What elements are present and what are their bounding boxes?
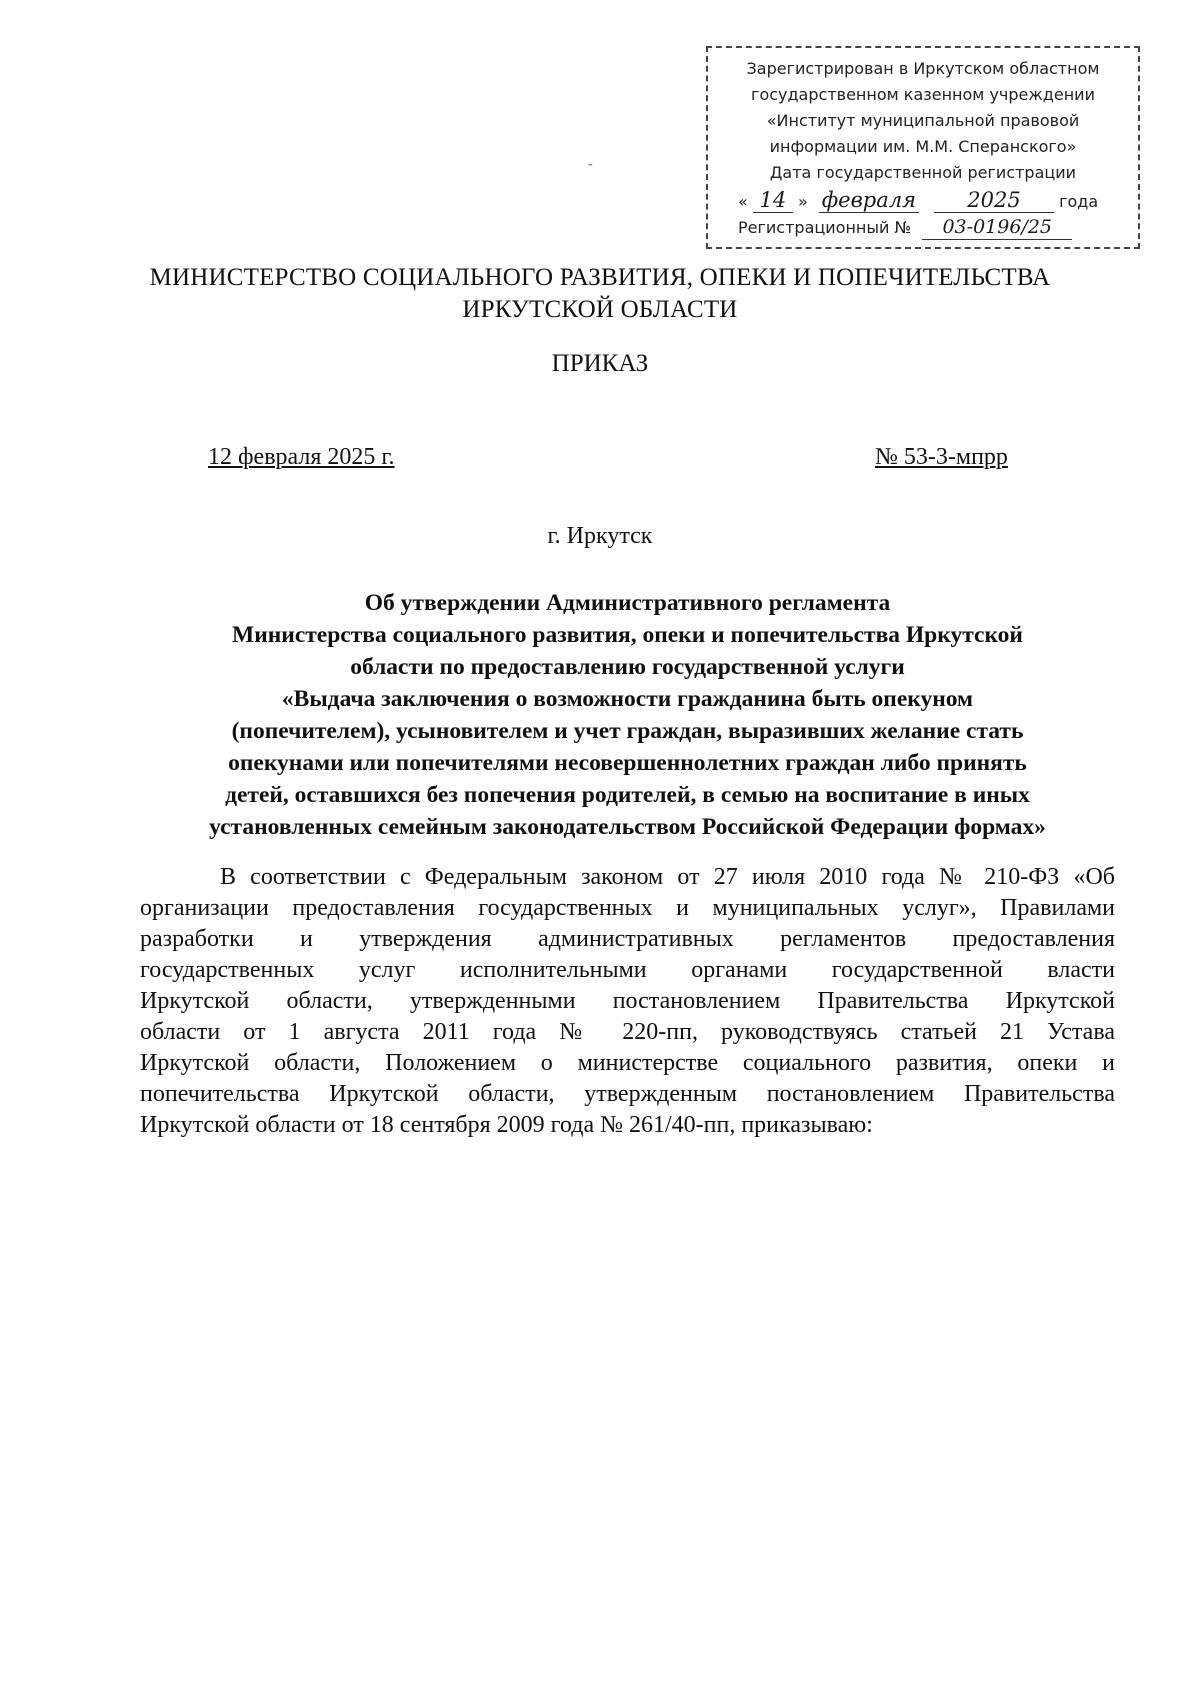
ministry-name xyxy=(0,262,1200,326)
stamp-close-quote: » xyxy=(797,192,808,211)
ministry-line: ИРКУТСКОЙ ОБЛАСТИ xyxy=(462,296,738,323)
stamp-line: Дата государственной регистрации xyxy=(769,163,1077,182)
body-line: организации предоставления государственных и муниципальных услуг», Правилами xyxy=(140,895,1115,921)
ministry-line: МИНИСТЕРСТВО СОЦИАЛЬНОГО РАЗВИТИЯ, ОПЕКИ И ПОПЕЧИТЕЛЬСТВА xyxy=(149,264,1051,291)
document-type: ПРИКАЗ xyxy=(551,350,649,377)
stamp-date-day: 14 xyxy=(753,188,793,213)
stamp-reg-row xyxy=(708,215,1138,241)
stamp-date-month: февраля xyxy=(819,188,919,213)
title-line: «Выдача заключения о возможности гражданина быть опекуном xyxy=(281,686,974,712)
title-line: опекунами или попечителями несовершеннолетних граждан либо принять xyxy=(228,750,1027,776)
stamp-reg-number: 03-0196/25 xyxy=(922,215,1072,240)
body-line: Иркутской области, утвержденными постановлением Правительства Иркутской xyxy=(140,988,1115,1014)
order-date: 12 февраля 2025 г. xyxy=(208,444,395,470)
stamp-date-suffix: года xyxy=(1059,192,1099,211)
title-line: детей, оставшихся без попечения родителей, в семью на воспитание в иных xyxy=(225,782,1030,808)
stamp-line: информации им. М.М. Сперанского» xyxy=(769,137,1077,156)
stamp-line: Зарегистрирован в Иркутском областном xyxy=(746,59,1100,78)
title-line: области по предоставлению государственной услуги xyxy=(350,654,905,680)
title-line: установленных семейным законодательством Российской Федерации формах» xyxy=(209,814,1046,840)
stamp-line: государственном казенном учреждении xyxy=(751,85,1095,104)
stamp-reg-label: Регистрационный № xyxy=(738,218,912,237)
body-line: Иркутской области от 18 сентября 2009 года № 261/40-пп, приказываю: xyxy=(140,1112,873,1138)
stamp-line: «Институт муниципальной правовой xyxy=(766,111,1080,130)
title-line: Об утверждении Административного регламента xyxy=(364,590,891,616)
stamp-date-row xyxy=(708,188,1138,215)
body-line: государственных услуг исполнительными органами государственной власти xyxy=(140,957,1115,983)
document-title xyxy=(140,587,1115,843)
body-line: попечительства Иркутской области, утвержденным постановлением Правительства xyxy=(140,1081,1115,1107)
stamp-date-year: 2025 xyxy=(934,188,1054,213)
scan-mark: ˘ xyxy=(588,162,593,177)
city: г. Иркутск xyxy=(547,523,653,549)
body-line: Иркутской области, Положением о министерстве социального развития, опеки и xyxy=(140,1050,1115,1076)
body-line: разработки и утверждения административных регламентов предоставления xyxy=(140,926,1115,952)
title-line: (попечителем), усыновителем и учет граждан, выразивших желание стать xyxy=(231,718,1024,744)
body-paragraph xyxy=(140,862,1115,1141)
stamp-open-quote: « xyxy=(738,192,748,211)
registration-stamp xyxy=(706,46,1140,249)
body-line: области от 1 августа 2011 года № 220-пп, руководствуясь статьей 21 Устава xyxy=(140,1019,1115,1045)
title-line: Министерства социального развития, опеки и попечительства Иркутской xyxy=(232,622,1023,648)
order-number: № 53-3-мпрр xyxy=(875,444,1008,470)
body-line: В соответствии с Федеральным законом от 27 июля 2010 года № 210-ФЗ «Об xyxy=(220,864,1115,890)
